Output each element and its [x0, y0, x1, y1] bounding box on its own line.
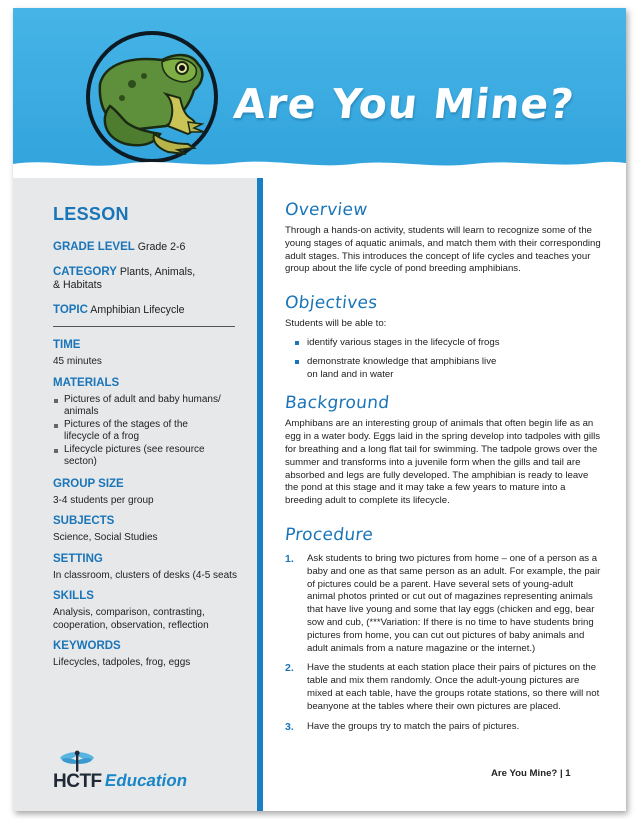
grade-level-row — [53, 241, 243, 254]
main-content — [285, 200, 603, 750]
lesson-page — [13, 8, 626, 811]
category-value: Plants, Animals, & Habitats — [53, 266, 196, 291]
skills-label: SKILLS — [53, 590, 94, 602]
procedure-heading: Procedure — [283, 524, 375, 545]
group-size-label: GROUP SIZE — [53, 477, 124, 490]
keywords-label: KEYWORDS — [53, 640, 121, 652]
list-item — [285, 553, 603, 655]
subjects-value: Science, Social Studies — [53, 532, 158, 543]
setting-label: SETTING — [53, 552, 103, 565]
list-item: Pictures of the stages of the lifecycle of a frog — [53, 419, 224, 444]
topic-row — [53, 304, 243, 317]
skills-value: Analysis, comparison, contrasting, cooperation, observation, reflection — [53, 607, 209, 631]
grade-level-label: GRADE LEVEL — [53, 241, 135, 253]
page-header — [13, 8, 626, 178]
list-item: demonstrate knowledge that amphibians live on land and in water — [285, 356, 507, 382]
procedure-section — [285, 525, 603, 733]
hctf-education-logo — [53, 749, 203, 799]
dragonfly-icon — [59, 749, 95, 773]
objectives-list — [285, 337, 603, 381]
grade-level-value: Grade 2-6 — [137, 241, 186, 253]
lesson-sidebar — [13, 178, 257, 811]
list-item: Pictures of adult and baby humans/ animals — [53, 394, 224, 419]
step-text: Have the groups try to match the pairs of pictures. — [307, 720, 520, 732]
time-value: 45 minutes — [53, 356, 102, 367]
frog-illustration-icon — [70, 22, 228, 172]
group-size-value: 3-4 students per group — [53, 494, 154, 506]
overview-text: Through a hands-on activity, students will learn to recognize some of the young stages of aquatic animals, and match them with their corresponding adult stages. This introduces the concept of life cycles and teaches your group about the life cycle of pond breeding amphibians. — [285, 225, 601, 275]
topic-value: Amphibian Lifecycle — [90, 304, 185, 316]
page-footer: Are You Mine? | 1 — [491, 768, 571, 779]
column-divider — [257, 178, 263, 811]
lesson-heading: LESSON — [53, 204, 129, 224]
step-number: 1. — [285, 552, 294, 565]
list-item: identify various stages in the lifecycle of frogs — [285, 337, 603, 350]
objectives-intro: Students will be able to: — [285, 318, 387, 330]
procedure-list — [285, 553, 603, 733]
list-item — [285, 662, 603, 713]
list-item — [285, 721, 603, 734]
step-number: 3. — [285, 720, 294, 733]
page-title: Are You Mine? — [231, 80, 577, 128]
materials-label: MATERIALS — [53, 376, 120, 389]
overview-section — [285, 200, 603, 276]
keywords-value: Lifecycles, tadpoles, frog, eggs — [53, 657, 191, 668]
step-text: Have the students at each station place their pairs of pictures on the table and mix them randomly. Once the adult-young pictures are mixed at each table, have the groups rotate stations, so there will not beanyone at the tables where their own pictures are placed. — [307, 662, 600, 712]
category-row — [53, 266, 203, 292]
objectives-section — [285, 293, 603, 381]
background-text: Amphibans are an interesting group of animals that often begin life as an egg in a water body. Eggs laid in the spring develop into tadpoles with gills for breathing and a long flat tail for swimming. The tadpole grows over the summer and transforms into a juvenile form when the gills and tail are absorbed and legs are fully developed. The amphibian is ready to leave the pond at this stage and it may take a few years to mature into a breeding adult to complete its lifecycle. — [285, 418, 601, 507]
overview-heading: Overview — [283, 200, 369, 220]
step-text: Ask students to bring two pictures from home – one of a person as a baby and one as that same person as an adult. For example, the pair of pictures could be a parent. Have several sets of young-adult animal photos printed or cut out of magazines representing animals that have live young and some that lay eggs (chicken and egg, bear sow and cub, (***Variation: If there is no time to have students bring pictures from home, you can cut out pictures of baby animals and adult animals from a nature magazine or the internet.) — [307, 552, 601, 654]
sidebar-divider — [53, 326, 235, 327]
background-heading: Background — [283, 393, 391, 414]
objectives-heading: Objectives — [283, 293, 379, 314]
sidebar-content — [53, 204, 243, 678]
topic-label: TOPIC — [53, 304, 88, 316]
time-label: TIME — [53, 339, 81, 351]
header-wave-edge — [13, 154, 626, 178]
subjects-label: SUBJECTS — [53, 515, 115, 527]
list-item: Lifecycle pictures (see resource secton) — [53, 444, 224, 469]
step-number: 2. — [285, 662, 294, 675]
setting-value: In classroom, clusters of desks (4-5 seats — [53, 569, 237, 581]
background-section — [285, 393, 603, 508]
category-label: CATEGORY — [53, 266, 117, 278]
logo-hctf-text: HCTF — [53, 771, 102, 792]
materials-list — [53, 394, 243, 469]
logo-education-text: Education — [103, 771, 189, 790]
